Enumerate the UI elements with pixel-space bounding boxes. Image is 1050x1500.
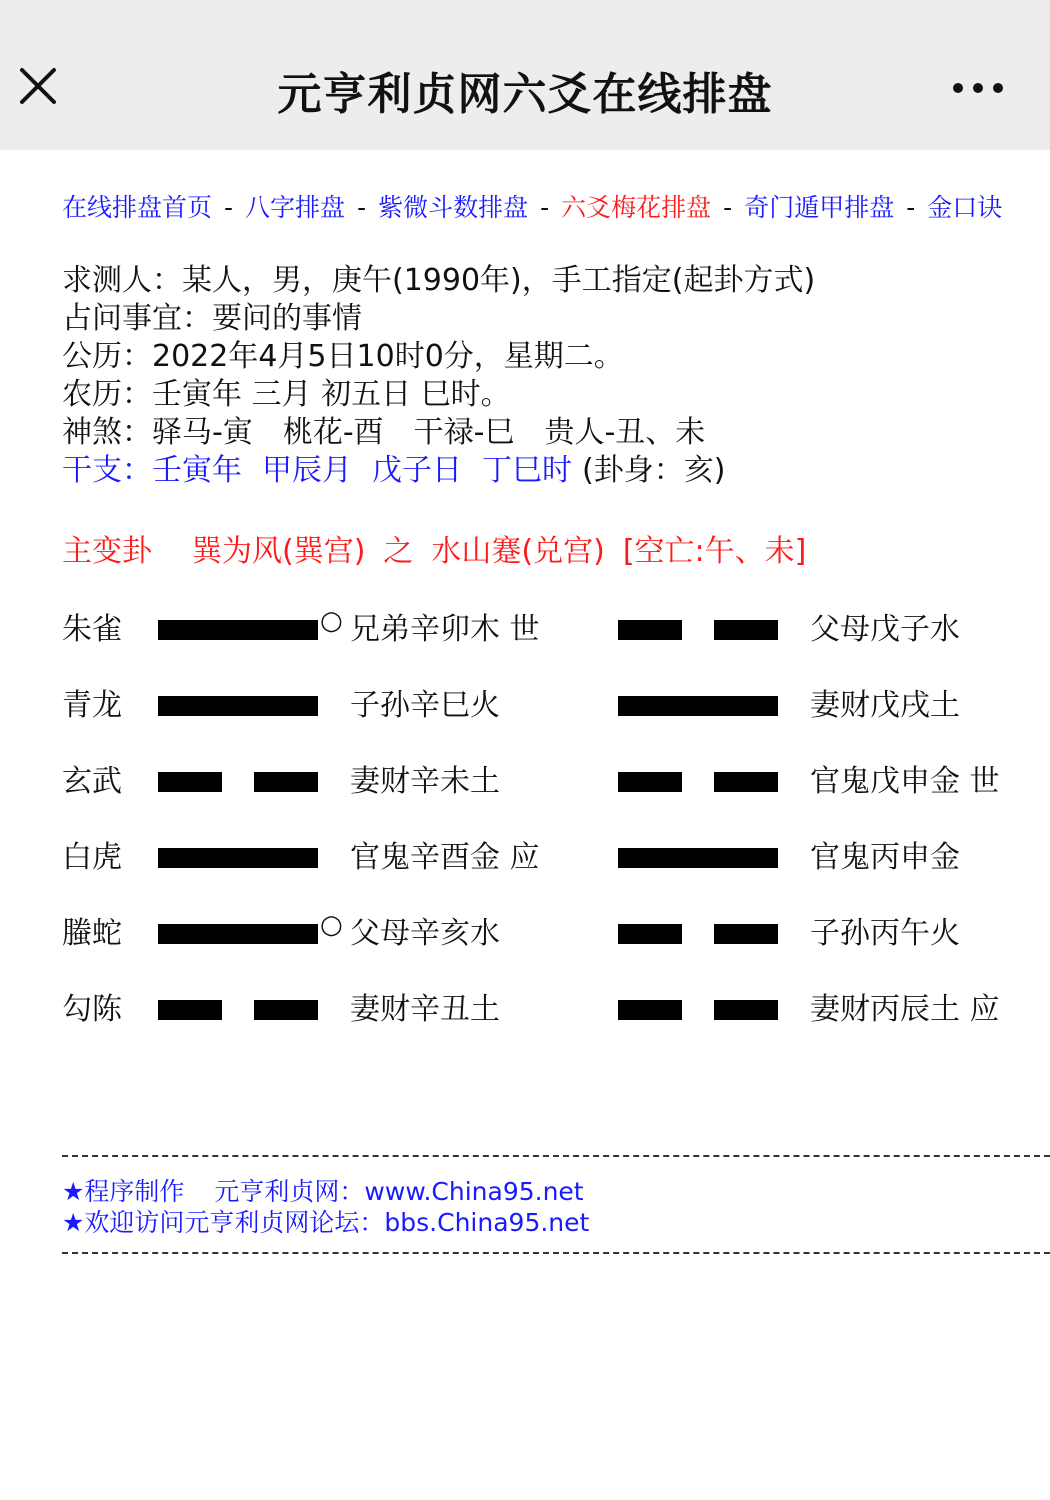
- original-line-text: 子孙辛巳火: [350, 688, 500, 723]
- changed-line-text: 官鬼丙申金: [810, 840, 960, 875]
- nav-separator: -: [357, 193, 367, 222]
- changed-yang-line: [618, 696, 778, 716]
- original-line-text: 妻财辛丑土: [350, 992, 500, 1027]
- original-yang-line: [158, 848, 318, 868]
- nav-bar: [62, 188, 1002, 224]
- original-yin-line-left: [158, 772, 222, 792]
- six-god-label: 螣蛇: [62, 916, 122, 951]
- lunar-date-line: 农历：壬寅年 三月 初五日 巳时。: [62, 377, 511, 412]
- ganzhi-day: 戊子日: [372, 453, 462, 488]
- original-line-text: 妻财辛未土: [350, 764, 500, 799]
- changed-yin-line-right: [714, 1000, 778, 1020]
- hexagram-row: [0, 752, 1050, 828]
- main-gua-label: 主变卦: [62, 534, 152, 569]
- original-yang-line: [158, 620, 318, 640]
- changed-yin-line-left: [618, 620, 682, 640]
- divider: [62, 1155, 1050, 1157]
- footer-site-link[interactable]: 元亨利贞网：www.China95.net: [214, 1177, 584, 1206]
- six-god-label: 白虎: [62, 840, 122, 875]
- hexagram-row: [0, 828, 1050, 904]
- original-line-text: 兄弟辛卯木 世: [350, 612, 540, 647]
- footer: [62, 1176, 589, 1238]
- hexagram-row: [0, 600, 1050, 676]
- hexagram-lines: [0, 600, 1050, 1056]
- changed-line-text: 父母戊子水: [810, 612, 960, 647]
- original-line-text: 官鬼辛酉金 应: [350, 840, 540, 875]
- six-god-label: 朱雀: [62, 612, 122, 647]
- original-yin-line-left: [158, 1000, 222, 1020]
- question-line: 占问事宜：要问的事情: [62, 301, 362, 336]
- moving-line-marker: ○: [320, 606, 343, 636]
- changed-line-text: 官鬼戊申金 世: [810, 764, 1000, 799]
- hexagram-row: [0, 980, 1050, 1056]
- gua-connector: 之: [383, 534, 414, 569]
- changed-yang-line: [618, 848, 778, 868]
- changed-line-text: 子孙丙午火: [810, 916, 960, 951]
- six-god-label: 青龙: [62, 688, 122, 723]
- ganzhi-hour: 丁巳时: [482, 453, 572, 488]
- solar-date-line: 公历：2022年4月5日10时0分，星期二。: [62, 339, 624, 374]
- six-god-label: 勾陈: [62, 992, 122, 1027]
- changed-yin-line-right: [714, 924, 778, 944]
- shensha-line: 神煞：驿马-寅 桃花-酉 干禄-巳 贵人-丑、未: [62, 415, 706, 450]
- changed-yin-line-left: [618, 772, 682, 792]
- top-bar: [0, 0, 1050, 150]
- nav-link-home[interactable]: 在线排盘首页: [62, 193, 213, 222]
- nav-link-jinkou[interactable]: 金口诀: [927, 193, 1003, 222]
- kongwang: [空亡:午、未]: [622, 534, 807, 569]
- moving-line-marker: ○: [320, 910, 343, 940]
- nav-separator: -: [723, 193, 733, 222]
- hexagram-row: [0, 676, 1050, 752]
- changed-line-text: 妻财戊戌土: [810, 688, 960, 723]
- footer-forum-link[interactable]: ★欢迎访问元亨利贞网论坛：bbs.China95.net: [62, 1208, 590, 1237]
- original-yin-line-right: [254, 772, 318, 792]
- changed-yin-line-left: [618, 924, 682, 944]
- reading-info: [62, 262, 815, 490]
- main-changed-gua: [62, 526, 824, 570]
- original-yang-line: [158, 924, 318, 944]
- nav-separator: -: [906, 193, 916, 222]
- page-title: 元亨利贞网六爻在线排盘: [277, 69, 773, 120]
- nav-separator: -: [540, 193, 550, 222]
- six-god-label: 玄武: [62, 764, 122, 799]
- hexagram-row: [0, 904, 1050, 980]
- nav-separator: -: [224, 193, 234, 222]
- ganzhi-month: 甲辰月: [262, 453, 352, 488]
- nav-link-bazi[interactable]: 八字排盘: [245, 193, 346, 222]
- nav-link-qimen[interactable]: 奇门遁甲排盘: [744, 193, 895, 222]
- original-gua: 巽为风(巽宫): [192, 534, 366, 569]
- changed-yin-line-right: [714, 772, 778, 792]
- footer-credit: ★程序制作: [62, 1177, 185, 1206]
- ganzhi-line: [62, 452, 815, 490]
- divider: [62, 1252, 1050, 1254]
- original-yin-line-right: [254, 1000, 318, 1020]
- original-line-text: 父母辛亥水: [350, 916, 500, 951]
- guashen: (卦身：亥): [582, 453, 726, 488]
- changed-line-text: 妻财丙辰土 应: [810, 992, 1000, 1027]
- original-yang-line: [158, 696, 318, 716]
- changed-yin-line-left: [618, 1000, 682, 1020]
- nav-link-ziwei[interactable]: 紫微斗数排盘: [378, 193, 529, 222]
- ganzhi-year: 壬寅年: [152, 453, 242, 488]
- ganzhi-label: 干支：: [62, 453, 152, 488]
- changed-yin-line-right: [714, 620, 778, 640]
- nav-link-liuyao[interactable]: 六爻梅花排盘: [561, 193, 712, 222]
- asker-line: 求测人：某人，男，庚午(1990年)，手工指定(起卦方式): [62, 263, 816, 298]
- changed-gua: 水山蹇(兑宫): [431, 534, 605, 569]
- more-dots-icon[interactable]: [950, 70, 1006, 106]
